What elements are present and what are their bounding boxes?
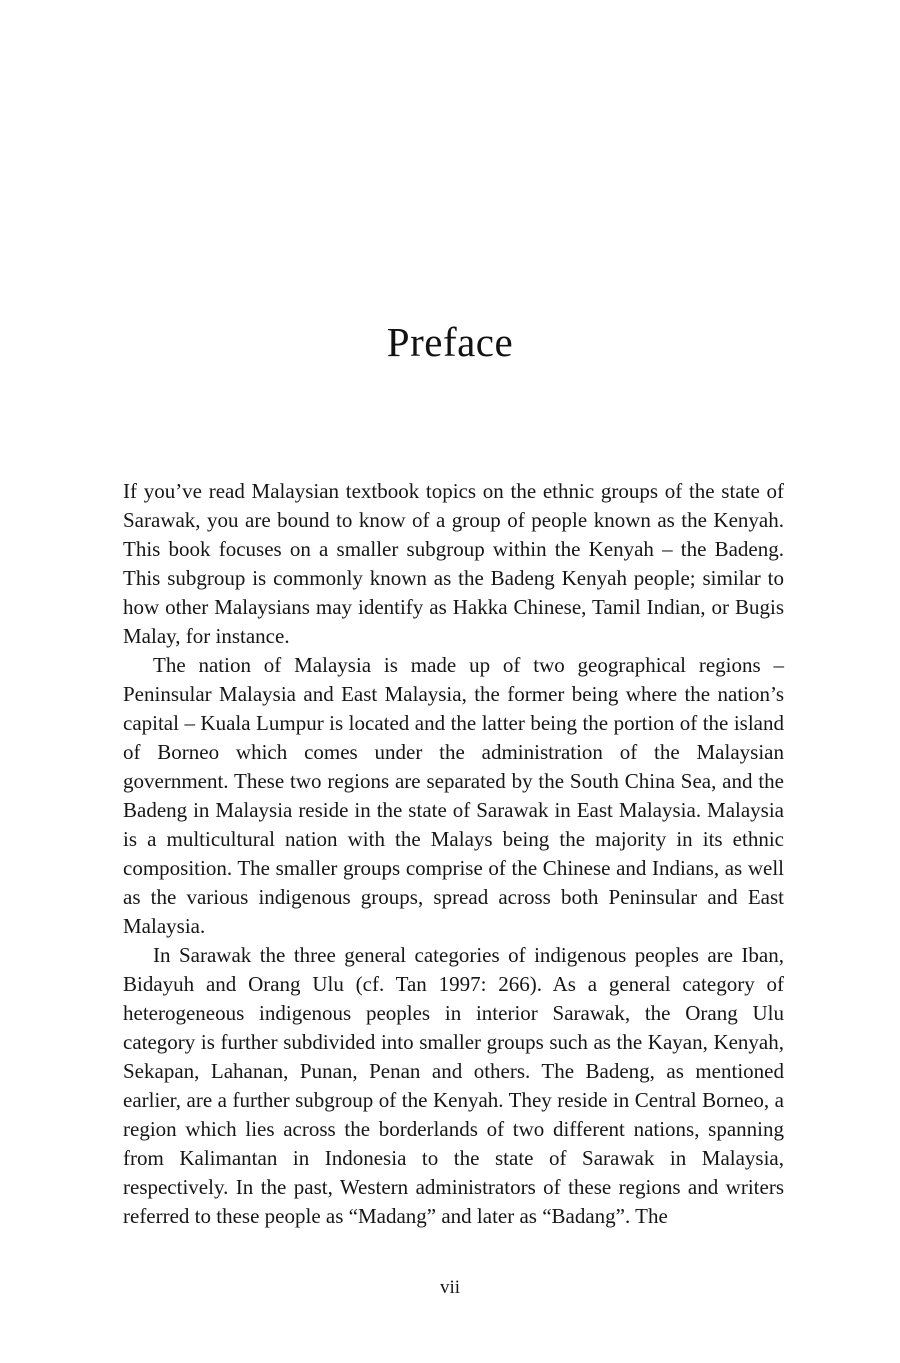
- body-text: [123, 477, 784, 1231]
- paragraph: If you’ve read Malaysian textbook topics on the ethnic groups of the state of Sarawak, you are bound to know of a group of people known as the Kenyah. This book focuses on a smaller subgroup within the Kenyah – the Badeng. This subgroup is commonly known as the Badeng Kenyah people; similar to how other Malaysians may identify as Hakka Chinese, Tamil Indian, or Bugis Malay, for instance.: [123, 479, 784, 648]
- page-number: vii: [439, 1277, 461, 1298]
- chapter-title: Preface: [386, 319, 514, 365]
- paragraph: In Sarawak the three general categories of indigenous peoples are Iban, Bidayuh and Orang Ulu (cf. Tan 1997: 266). As a general category of heterogeneous indigenous peoples in interior Sarawak, the Orang Ulu category is further subdivided into smaller groups such as the Kayan, Kenyah, Sekapan, Lahanan, Punan, Penan and others. The Badeng, as mentioned earlier, are a further subgroup of the Kenyah. They reside in Central Borneo, a region which lies across the borderlands of two different nations, spanning from Kalimantan in Indonesia to the state of Sarawak in Malaysia, respectively. In the past, Western administrators of these regions and writers referred to these people as “Madang” and later as “Badang”. The: [123, 943, 784, 1228]
- paragraph: The nation of Malaysia is made up of two geographical regions – Peninsular Malaysia and East Malaysia, the former being where the nation’s capital – Kuala Lumpur is located and the latter being the portion of the island of Borneo which comes under the administration of the Malaysian government. These two regions are separated by the South China Sea, and the Badeng in Malaysia reside in the state of Sarawak in East Malaysia. Malaysia is a multicultural nation with the Malays being the majority in its ethnic composition. The smaller groups comprise of the Chinese and Indians, as well as the various indigenous groups, spread across both Peninsular and East Malaysia.: [123, 653, 784, 938]
